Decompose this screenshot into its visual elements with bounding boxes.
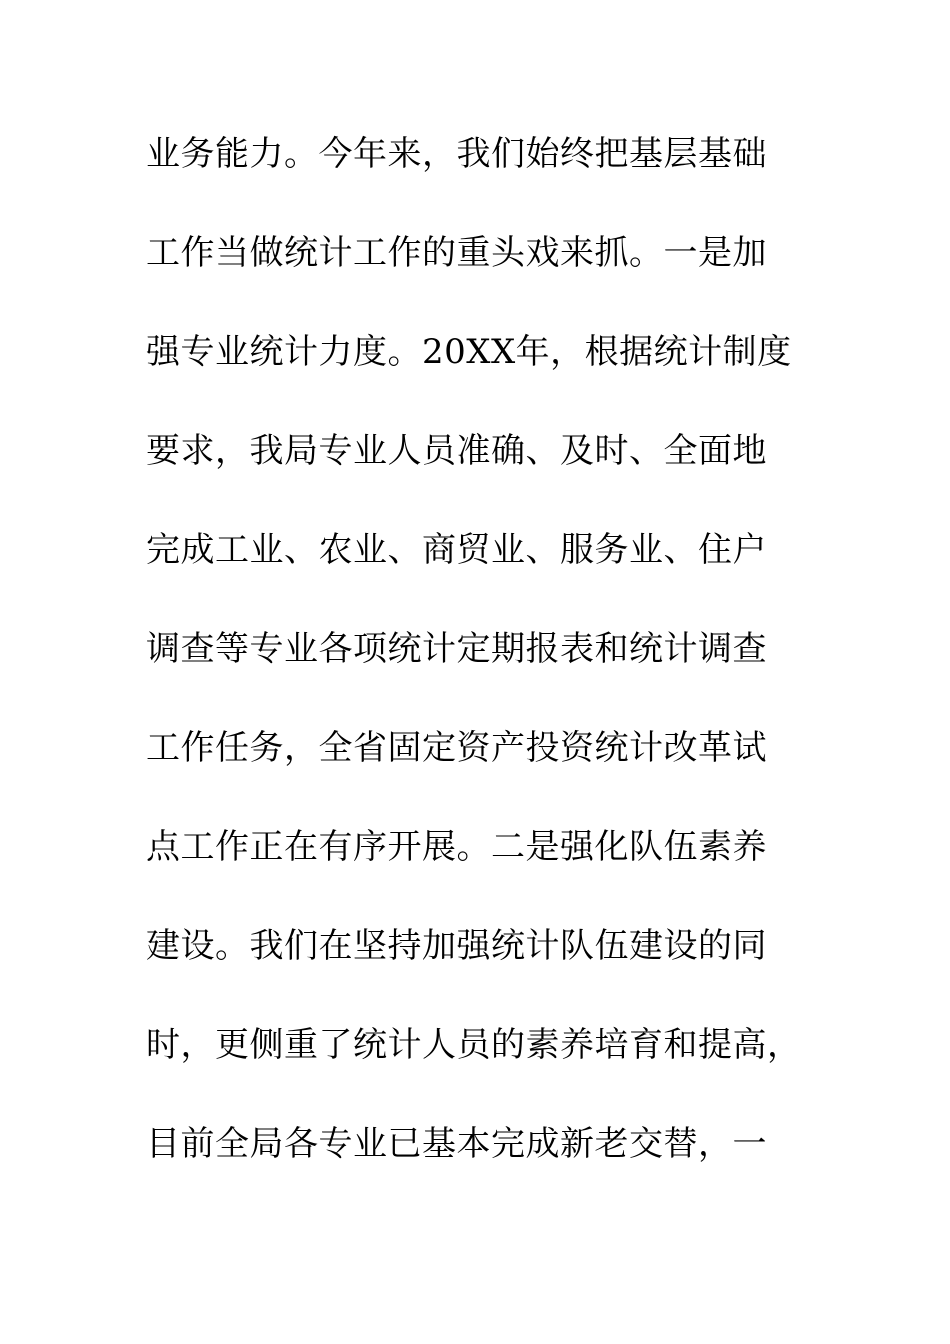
text-line-8: 点工作正在有序开展。二是强化队伍素养: [146, 827, 767, 867]
text-line-6: 调查等专业各项统计定期报表和统计调查: [146, 629, 767, 669]
text-line-1: 业务能力。今年来，我们始终把基层基础: [146, 134, 767, 174]
body-text: [146, 126, 826, 1215]
text-line-2: 工作当做统计工作的重头戏来抓。一是加: [146, 233, 767, 273]
text-line-7: 工作任务，全省固定资产投资统计改革试: [146, 728, 767, 768]
text-line-4: 要求，我局专业人员准确、及时、全面地: [146, 431, 767, 471]
text-line-9: 建设。我们在坚持加强统计队伍建设的同: [146, 926, 767, 966]
text-line-10: 时，更侧重了统计人员的素养培育和提高，: [146, 1025, 802, 1065]
text-line-11: 目前全局各专业已基本完成新老交替，一: [146, 1124, 767, 1164]
text-line-5: 完成工业、农业、商贸业、服务业、住户: [146, 530, 767, 570]
text-line-3: 强专业统计力度。20XX年，根据统计制度: [146, 332, 792, 372]
